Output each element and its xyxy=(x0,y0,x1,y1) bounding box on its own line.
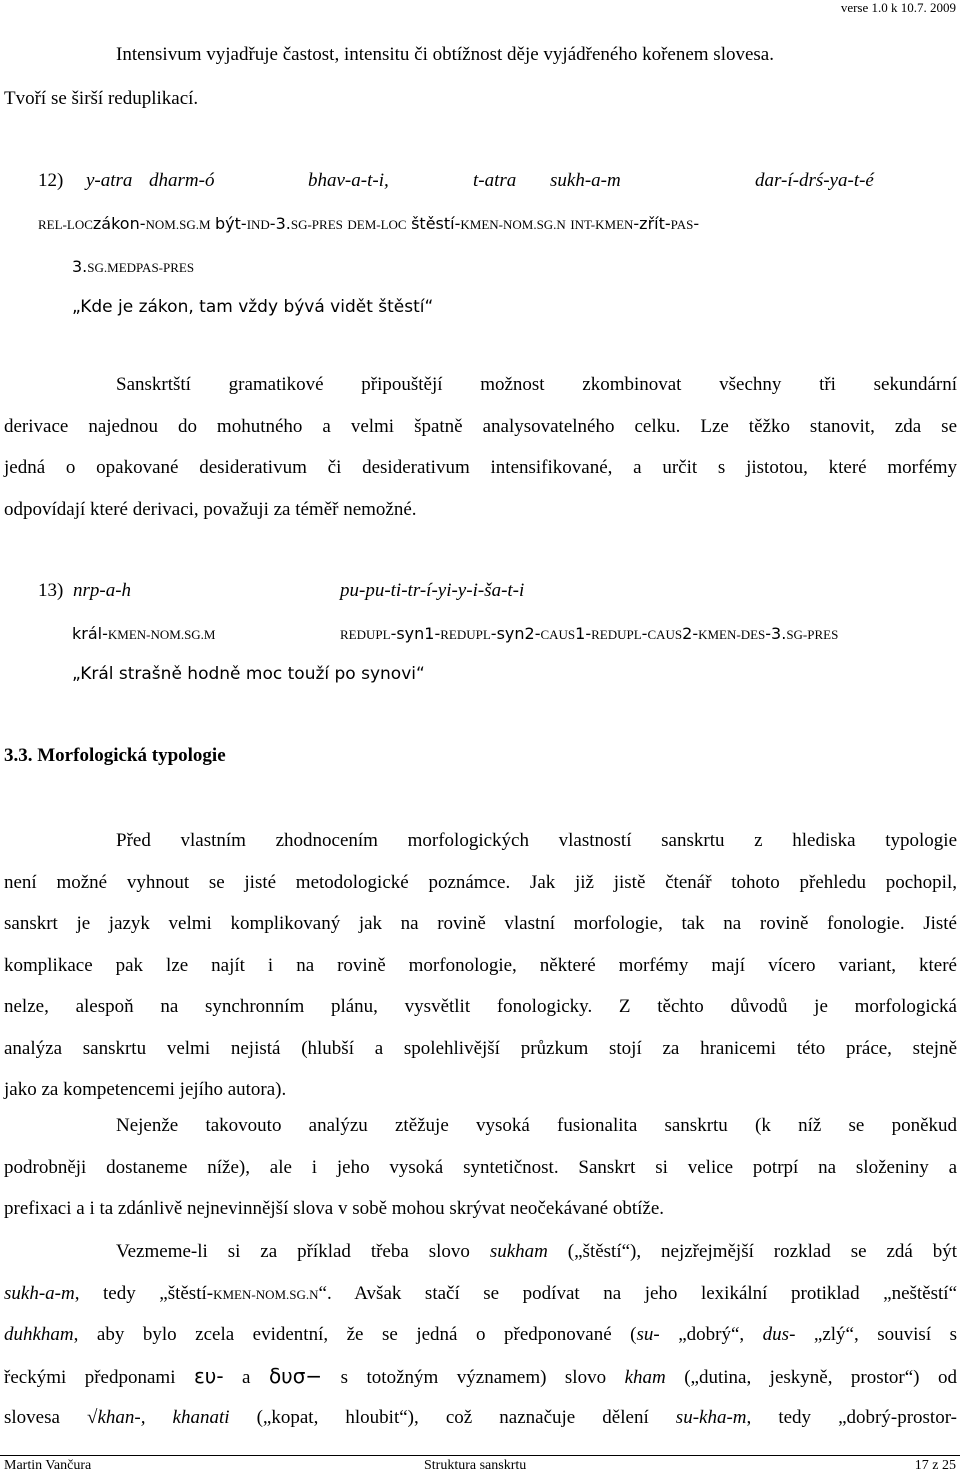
gloss-tag: KMEN-DES xyxy=(698,627,766,642)
version-header: verse 1.0 k 10.7. 2009 xyxy=(840,0,956,15)
example-13-translation: „Král strašně hodně moc touží po synovi“ xyxy=(72,664,425,684)
gloss-tag: KMEN-NOM.SG.N xyxy=(213,1286,319,1302)
gloss-stem: štěstí- xyxy=(411,214,461,233)
gloss-tag: SG-PRES xyxy=(786,627,839,642)
gloss-stem: 2- xyxy=(682,624,699,643)
text-run: s totožným významem) slovo xyxy=(322,1366,625,1388)
paragraph-line: podrobněji dostaneme níže), ale i jeho vysoká syntetičnost. Sanskrt si velice potrpí na složeniny a xyxy=(4,1156,957,1178)
example-12-gloss-line-1 xyxy=(38,213,699,234)
paragraph-1 xyxy=(4,364,957,530)
paragraph-line: prefixaci a i ta zdánlivě nejnevinnější slova v sobě mohou skrývat neočekávané obtíže. xyxy=(4,1198,665,1219)
example-12-translation: „Kde je zákon, tam vždy bývá vidět štěstí“ xyxy=(72,297,434,317)
paragraph-line xyxy=(4,1273,957,1315)
example-12-word: y-atra xyxy=(86,170,133,191)
paragraph-line xyxy=(4,1231,957,1273)
example-13-word: nrp-a-h xyxy=(73,580,132,601)
example-12-word: bhav-a-t-i, xyxy=(308,170,389,191)
text-run: „dobrý“, xyxy=(659,1324,763,1345)
gloss-tag: REL-LOC xyxy=(38,217,93,232)
text-run: „zlý“, souvisí s xyxy=(795,1324,957,1345)
term: khan-, khanati xyxy=(97,1407,230,1428)
paragraph-line: Sanskrtští gramatikové připouštějí možnost zkombinovat všechny tři sekundární xyxy=(116,374,957,395)
term: dus- xyxy=(762,1324,796,1345)
text-run: , tedy „dobrý-prostor- xyxy=(746,1407,957,1428)
example-12-number: 12) xyxy=(38,170,64,191)
gloss-tag: REDUPL xyxy=(340,627,391,642)
paragraph-line: jako za kompetencemi jejího autora). xyxy=(4,1079,287,1100)
paragraph-line: sanskrt je jazyk velmi komplikovaný jak na rovině vlastní morfologie, tak na rovině fonologie. Jisté xyxy=(4,913,957,934)
paragraph-3 xyxy=(4,1105,957,1230)
root-symbol: √ xyxy=(87,1407,98,1428)
text-run: “. Avšak stačí se podívat na jeho lexikální protiklad „neštěstí“ xyxy=(318,1282,957,1304)
example-12-word: t-atra xyxy=(473,170,517,191)
text-run: Vezmeme-li si za příklad třeba slovo xyxy=(116,1241,490,1262)
footer-title: Struktura sanskrtu xyxy=(424,1458,527,1473)
greek-term: δυσ− xyxy=(268,1363,323,1388)
gloss-tag: KMEN-NOM.SG.N xyxy=(460,217,566,232)
text-run: a xyxy=(223,1366,269,1388)
gloss-tag: DEM-LOC xyxy=(347,217,407,232)
gloss-stem: -syn1- xyxy=(390,624,441,643)
example-12-word: sukh-a-m xyxy=(550,170,621,191)
paragraph-line: derivace najednou do mohutného a velmi špatně analysovatelného celku. Lze těžko stanovit, zda se xyxy=(4,415,957,437)
gloss-stem: být- xyxy=(215,214,247,233)
intro-line-1: Intensivum vyjadřuje častost, intensitu či obtížnost děje vyjádřeného kořenem slovesa. xyxy=(116,44,774,65)
term: sukh-a-m xyxy=(4,1282,75,1304)
gloss-stem: 1- xyxy=(575,624,592,643)
gloss-tag: CAUS xyxy=(540,627,576,642)
text-run: řeckými předponami xyxy=(4,1366,194,1388)
gloss-tag: INT-KMEN xyxy=(570,217,634,232)
gloss-tag: PAS xyxy=(670,217,694,232)
text-run: , tedy „štěstí- xyxy=(74,1282,214,1304)
example-13-number: 13) xyxy=(38,580,64,601)
gloss-tag: CAUS xyxy=(647,627,683,642)
paragraph-line: Před vlastním zhodnocením morfologických vlastností sanskrtu z hlediska typologie xyxy=(116,830,957,851)
gloss-stem: 3. xyxy=(72,257,88,276)
term: kham xyxy=(624,1366,666,1388)
intro-line-2: Tvoří se širší reduplikací. xyxy=(4,88,199,109)
example-12-word: dar-í-drś-ya-t-é xyxy=(755,170,874,191)
paragraph-line: není možné vyhnout se jisté metodologické poznámce. Jak již jistě čtenář tohoto přehledu pochopil, xyxy=(4,871,957,893)
footer-author: Martin Vančura xyxy=(4,1458,92,1473)
paragraph-line: analýza sanskrtu velmi nejistá (hlubší a spolehlivější průzkum stojí za hranicemi této práce, stejně xyxy=(4,1037,957,1059)
gloss-stem: -3. xyxy=(765,624,787,643)
section-heading: 3.3. Morfologická typologie xyxy=(4,745,226,766)
paragraph-line: Nejenže takovouto analýzu ztěžuje vysoká fusionalita sanskrtu (k níž se poněkud xyxy=(116,1115,957,1136)
footer-rule xyxy=(0,1455,960,1456)
term: duhkham xyxy=(4,1324,74,1345)
gloss-tag: IND xyxy=(246,217,270,232)
term: su- xyxy=(636,1324,660,1345)
example-13-word: pu-pu-ti-tr-í-yi-y-i-ša-t-i xyxy=(340,580,525,601)
gloss-stem: král- xyxy=(72,624,108,643)
greek-term: ευ- xyxy=(193,1363,224,1388)
gloss-tag: REDUPL xyxy=(591,627,642,642)
gloss-stem: - xyxy=(641,624,648,643)
gloss-tag: SG.MEDPAS-PRES xyxy=(87,260,195,275)
text-run: („dutina, jeskyně, prostor“) od xyxy=(665,1366,957,1388)
paragraph-line: komplikace pak lze najít i na rovině morfonologie, některé morfémy mají vícero variant, které xyxy=(4,954,957,976)
example-12-gloss-line-2 xyxy=(72,256,194,277)
gloss-stem: -3. xyxy=(269,214,291,233)
text-run: slovesa xyxy=(4,1407,88,1428)
example-13-gloss-2 xyxy=(340,623,838,644)
example-13-gloss-1 xyxy=(72,623,216,644)
paragraph-2 xyxy=(4,820,957,1111)
term: sukham xyxy=(489,1241,548,1262)
example-12-word: dharm-ó xyxy=(149,170,215,191)
gloss-tag: NOM.SG.M xyxy=(145,217,211,232)
paragraph-4 xyxy=(4,1231,957,1439)
gloss-stem: zákon- xyxy=(92,214,146,233)
paragraph-line: jedná o opakované desiderativum či desiderativum intensifikované, a určit s jistotou, které morfémy xyxy=(4,457,957,478)
paragraph-line xyxy=(4,1314,957,1356)
gloss-tag: REDUPL xyxy=(440,627,491,642)
text-run: , aby bylo zcela evidentní, že se jedná o předponované ( xyxy=(73,1324,637,1345)
paragraph-line xyxy=(4,1356,957,1398)
paragraph-line: nelze, alespoň na synchronním plánu, vysvětlit fonologicky. Z těchto důvodů je morfologická xyxy=(4,996,957,1017)
paragraph-line xyxy=(4,1397,957,1439)
gloss-tag: SG-PRES xyxy=(290,217,343,232)
gloss-stem: -syn2- xyxy=(490,624,541,643)
text-run: („štěstí“), nejzřejmější rozklad se zdá být xyxy=(547,1241,958,1262)
gloss-tag: KMEN-NOM.SG.M xyxy=(107,627,216,642)
gloss-stem: -zřít- xyxy=(633,214,671,233)
paragraph-line: odpovídají které derivaci, považuji za téměř nemožné. xyxy=(4,498,417,520)
gloss-stem: - xyxy=(693,214,700,233)
term: su-kha-m xyxy=(675,1407,747,1428)
text-run: („kopat, hloubit“), což naznačuje dělení xyxy=(229,1407,676,1428)
footer-page-number: 17 z 25 xyxy=(914,1458,956,1473)
